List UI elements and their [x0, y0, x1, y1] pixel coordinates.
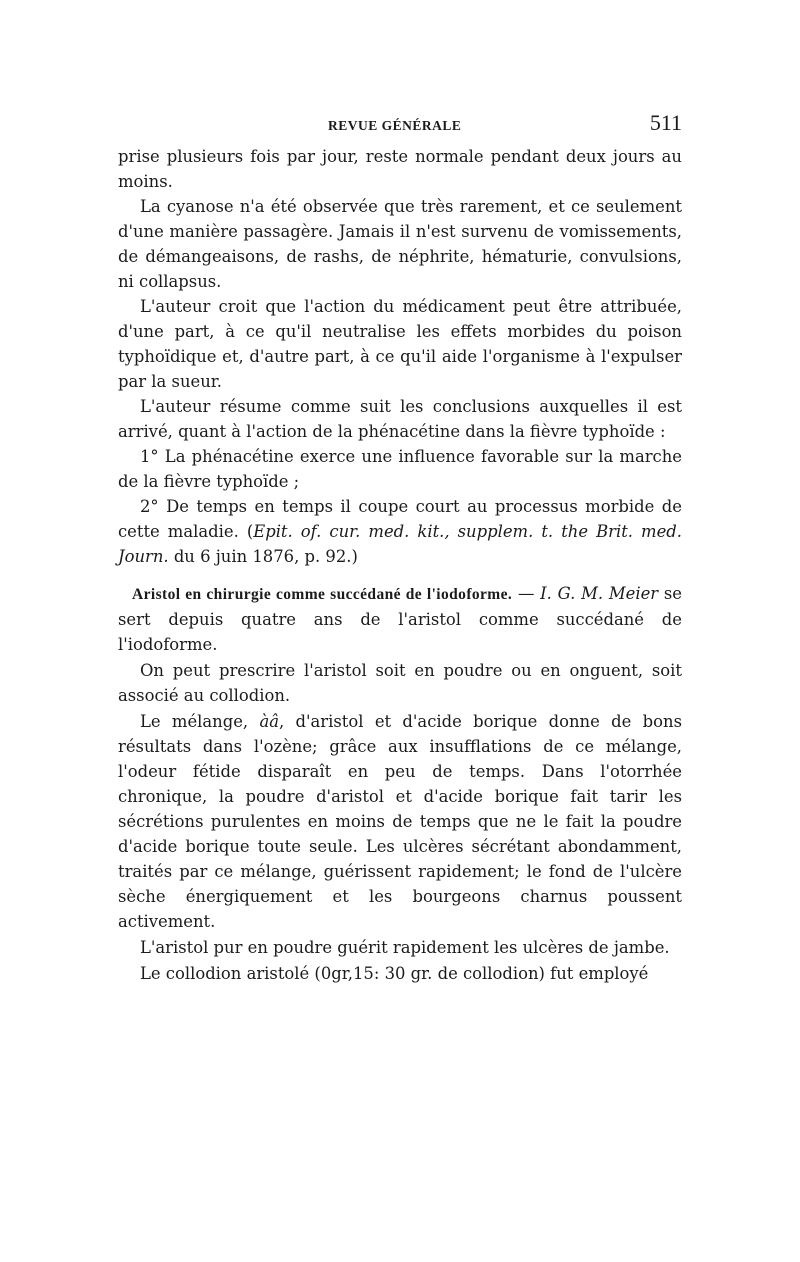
body-text [118, 144, 682, 986]
journal-reference: Epit. of. cur. med. kit., supplem. t. the Brit. med. Journ. [118, 522, 683, 566]
running-title: REVUE GÉNÉRALE [328, 118, 462, 133]
mixture-aa: àâ [259, 712, 279, 731]
section-intro: se sert depuis quatre ans de l'aristol comme succédané de l'iodoforme. [118, 584, 683, 654]
paragraph-prescription: On peut prescrire l'aristol soit en poudre ou en onguent, soit associé au collodion. [118, 661, 682, 705]
page-header [118, 110, 682, 144]
paragraph-conclusions: L'auteur résume comme suit les conclusions auxquelles il est arrivé, quant à l'action de la phénacétine dans la fièvre typhoïde : [118, 397, 682, 441]
paragraph-action: L'auteur croit que l'action du médicament peut être attribuée, d'une part, à ce qu'il neutralise les effets morbides du poison typhoïdique et, d'autre part, à ce qu'il aide l'organisme à l'expulser par la sueur. [118, 297, 682, 391]
section-author: I. G. M. Meier [540, 584, 659, 603]
section-dash: — [512, 584, 541, 603]
paragraph-pure-aristol: L'aristol pur en poudre guérit rapidement les ulcères de jambe. [140, 938, 670, 957]
conclusion-2-tail: du 6 juin 1876, p. 92.) [168, 547, 358, 566]
paragraph-continuation: prise plusieurs fois par jour, reste normale pendant deux jours au moins. [118, 147, 682, 191]
section-title: Aristol en chirurgie comme succédané de l'iodoforme. [132, 586, 513, 603]
mixture-text-a: Le mélange, [140, 712, 260, 731]
paragraph-collodion: Le collodion aristolé (0gr,15: 30 gr. de collodion) fut employé [140, 964, 649, 983]
mixture-text-b: , d'aristol et d'acide borique donne de bons résultats dans l'ozène; grâce aux insufflations de ce mélange, l'odeur fétide disparaît en peu de temps. Dans l'otorrhée chronique, la poudre d'aristol et d'acide borique fait tarir les sécrétions purulentes en moins de temps que ne le fait la poudre d'acide borique toute seule. Les ulcères sécrétant abondamment, traités par ce mélange, guérissent rapidement; le fond de l'ulcère sèche énergiquement et les bourgeons charnus poussent activement. [118, 712, 682, 931]
paragraph-conclusion-2 [118, 494, 682, 569]
document-page [118, 110, 682, 986]
conclusion-2-text: 2° De temps en temps il coupe court au processus morbide de cette maladie. ( [118, 497, 682, 541]
paragraph-cyanose: La cyanose n'a été observée que très rarement, et ce seulement d'une manière passagère. Jamais il n'est survenu de vomissements, de démangeaisons, de rashs, de néphrite, hématurie, convulsions, ni collapsus. [118, 197, 682, 291]
paragraph-conclusion-1: 1° La phénacétine exerce une influence favorable sur la marche de la fièvre typhoïde ; [118, 447, 682, 491]
section-aristol [118, 581, 682, 657]
paragraph-mixture [118, 709, 682, 934]
page-number: 511 [649, 110, 682, 135]
